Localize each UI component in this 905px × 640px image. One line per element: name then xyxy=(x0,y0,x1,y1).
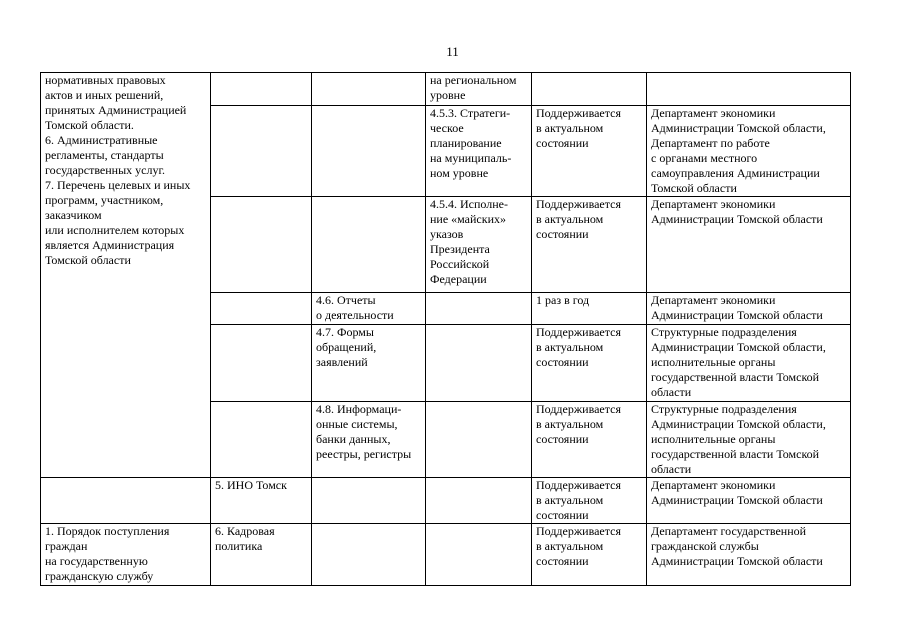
table-cell: Поддерживается в актуальном состоянии xyxy=(532,106,647,197)
table-cell xyxy=(532,73,647,106)
table-cell: Поддерживается в актуальном состоянии xyxy=(532,197,647,293)
table-cell: 5. ИНО Томск xyxy=(211,478,312,524)
table-cell: Департамент экономики Администрации Томской области xyxy=(647,478,851,524)
table-cell xyxy=(211,106,312,197)
table-cell xyxy=(647,73,851,106)
table-row xyxy=(41,478,851,524)
table-cell: Поддерживается в актуальном состоянии xyxy=(532,478,647,524)
table-cell: на региональном уровне xyxy=(426,73,532,106)
table-cell: Департамент экономики Администрации Томской области xyxy=(647,197,851,293)
table-cell: Структурные подразделения Администрации Томской области, исполнительные органы государственной власти Томской области xyxy=(647,402,851,478)
table-cell: Структурные подразделения Администрации Томской области, исполнительные органы государственной власти Томской области xyxy=(647,325,851,402)
table-cell: Поддерживается в актуальном состоянии xyxy=(532,402,647,478)
table-cell xyxy=(211,293,312,325)
table-cell: 4.5.3. Стратеги- ческое планирование на муниципаль- ном уровне xyxy=(426,106,532,197)
table-cell: 4.7. Формы обращений, заявлений xyxy=(312,325,426,402)
table-cell: Поддерживается в актуальном состоянии xyxy=(532,325,647,402)
table-cell xyxy=(312,197,426,293)
table-cell: 4.8. Информаци- онные системы, банки данных, реестры, регистры xyxy=(312,402,426,478)
table-cell: Департамент экономики Администрации Томской области, Департамент по работе с органами местного самоуправления Администрации Томской области xyxy=(647,106,851,197)
table-cell: 4.5.4. Исполне- ние «майских» указов Президента Российской Федерации xyxy=(426,197,532,293)
table-cell xyxy=(312,73,426,106)
table-cell: 1. Порядок поступления граждан на государственную гражданскую службу xyxy=(41,524,211,586)
table-row xyxy=(41,73,851,106)
document-table xyxy=(40,72,851,586)
table-cell xyxy=(211,402,312,478)
table-cell: Департамент экономики Администрации Томской области xyxy=(647,293,851,325)
page-number: 11 xyxy=(446,44,459,59)
table-cell: 1 раз в год xyxy=(532,293,647,325)
table-row xyxy=(41,524,851,586)
table-cell: 6. Кадровая политика xyxy=(211,524,312,586)
table-cell: нормативных правовых актов и иных решений, принятых Администрацией Томской области. 6. Административные регламенты, стандарты государственных услуг. 7. Перечень целевых и иных программ, участником, заказчиком или исполнителем которых является Администрация Томской области xyxy=(41,73,211,478)
table-cell: 4.6. Отчеты о деятельности xyxy=(312,293,426,325)
table-cell: Поддерживается в актуальном состоянии xyxy=(532,524,647,586)
table-cell xyxy=(426,402,532,478)
table-cell xyxy=(41,478,211,524)
table-cell xyxy=(426,293,532,325)
table-cell xyxy=(211,73,312,106)
table-cell: Департамент государственной гражданской службы Администрации Томской области xyxy=(647,524,851,586)
table-cell xyxy=(426,325,532,402)
table-cell xyxy=(312,478,426,524)
table-cell xyxy=(211,197,312,293)
table-cell xyxy=(312,106,426,197)
table-cell xyxy=(211,325,312,402)
table-cell xyxy=(426,478,532,524)
table-cell xyxy=(426,524,532,586)
table-cell xyxy=(312,524,426,586)
